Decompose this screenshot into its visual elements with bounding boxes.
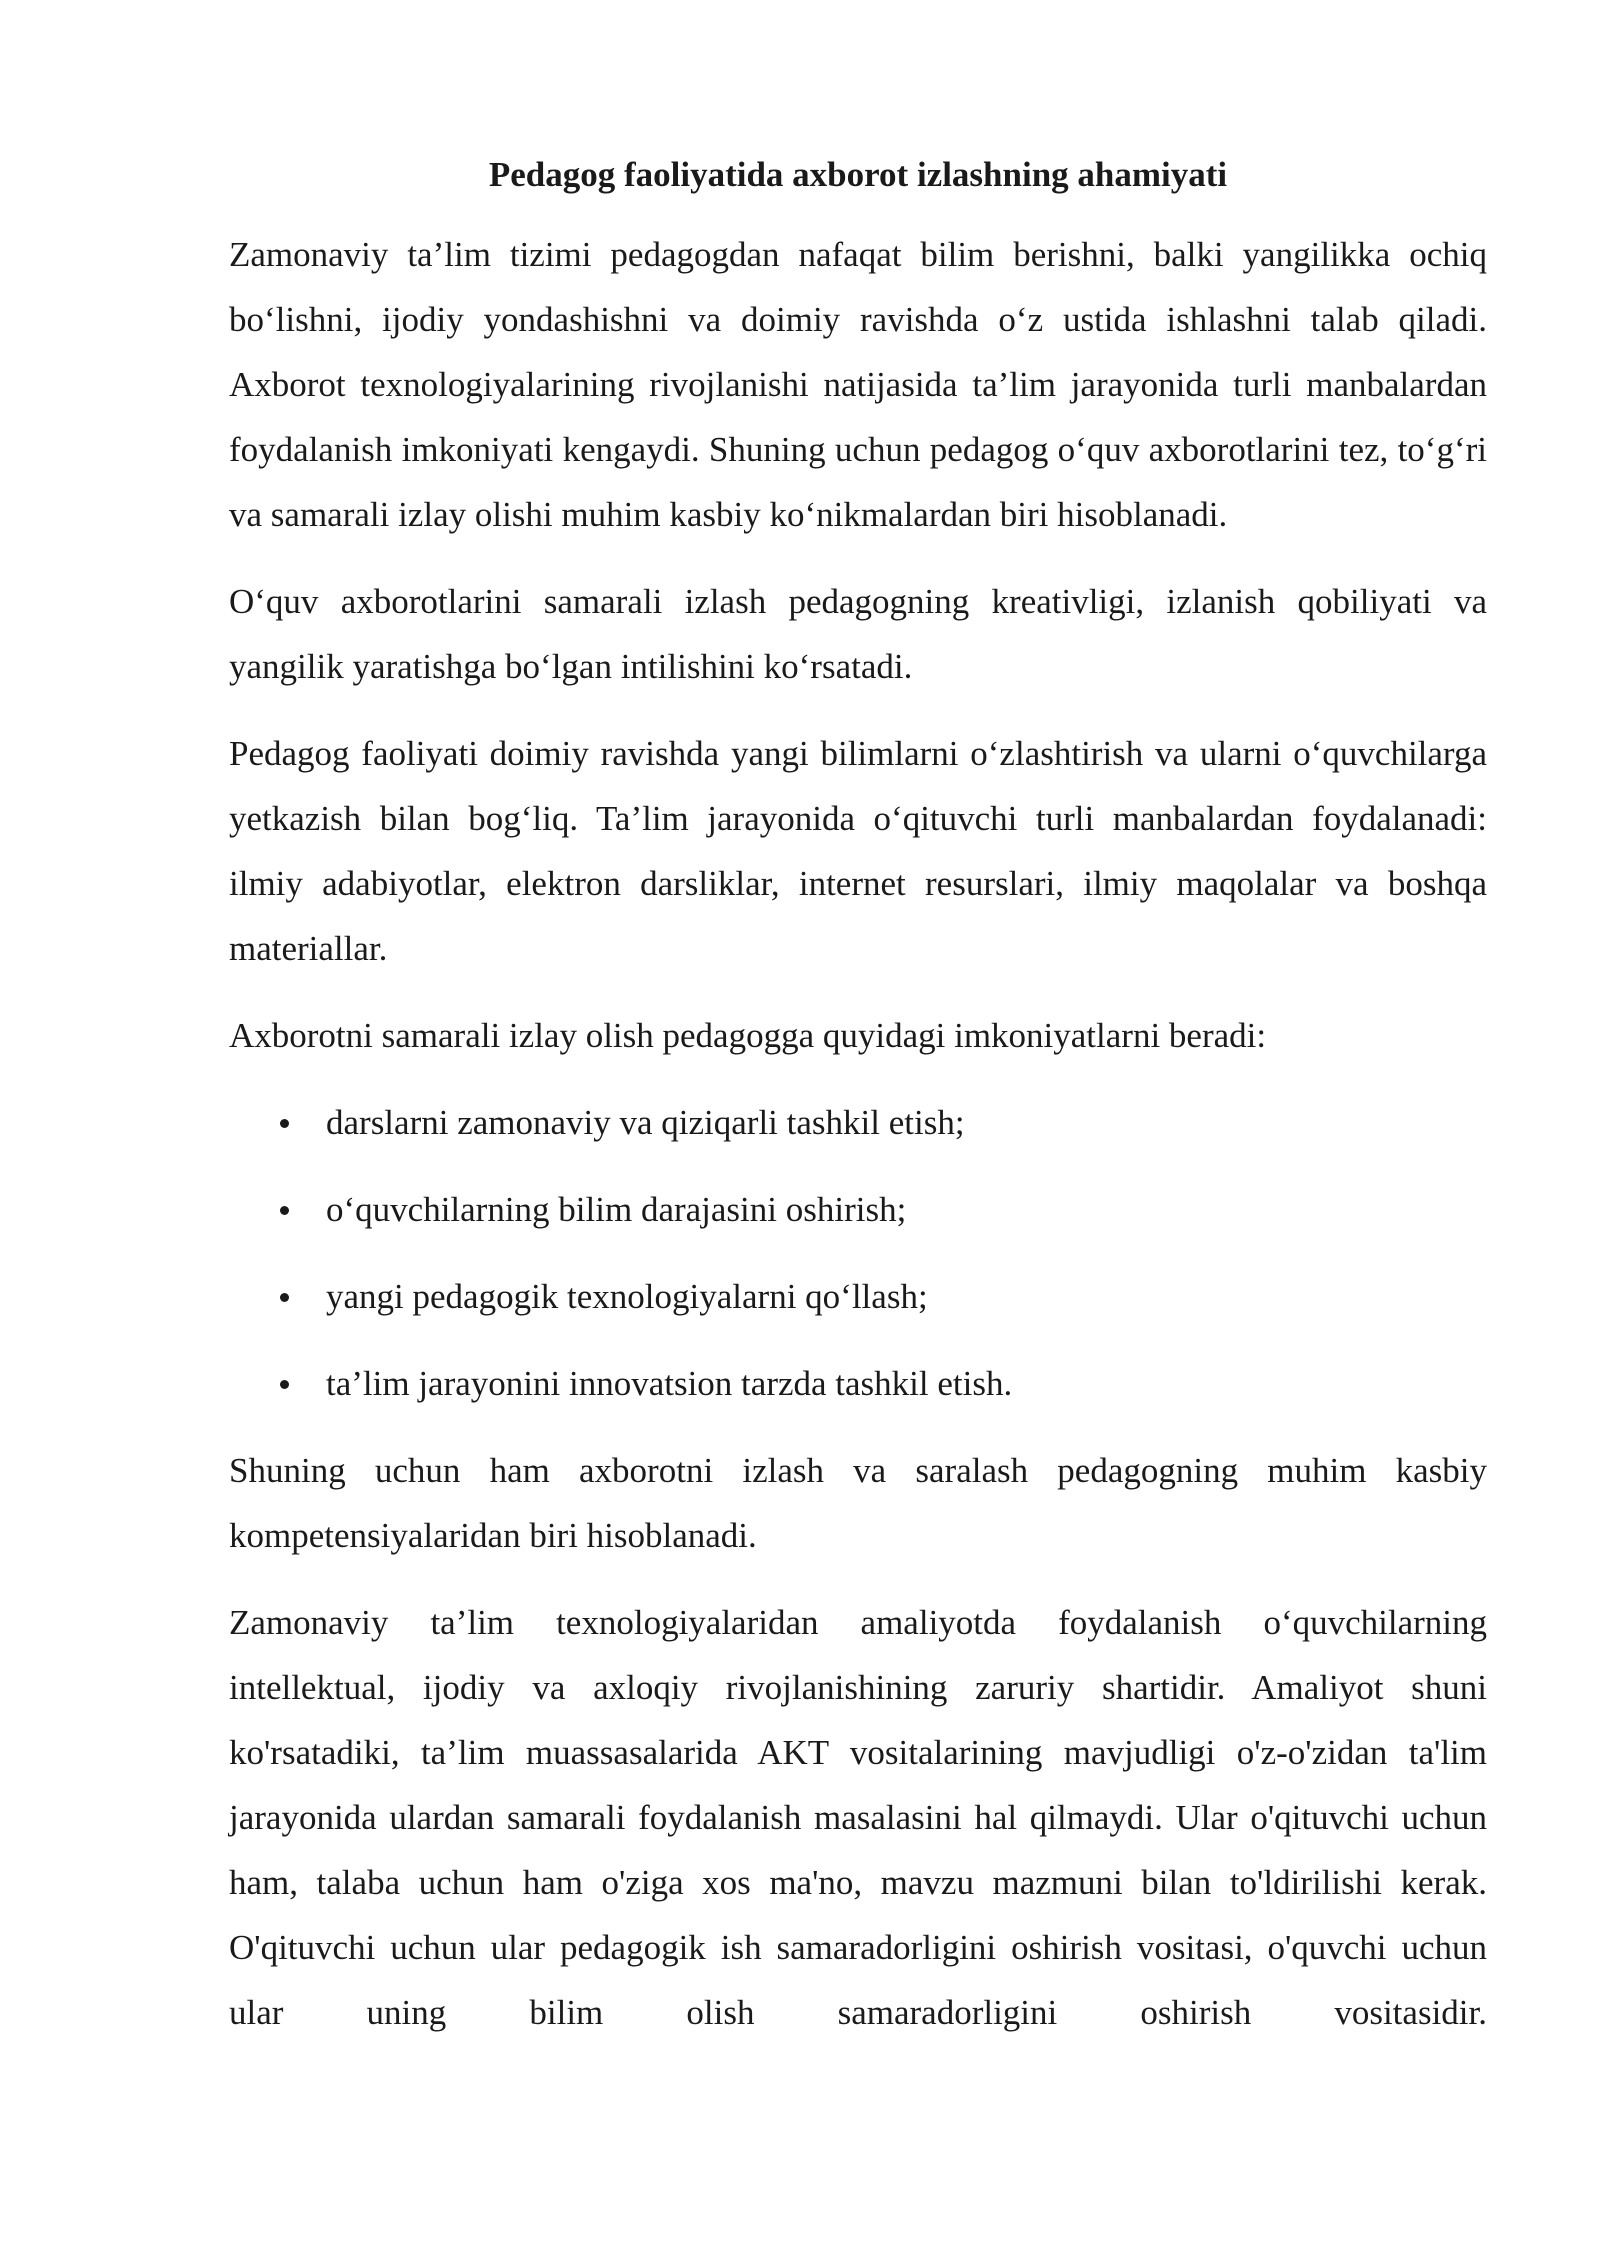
paragraph-technologies: Zamonaviy ta’lim texnologiyalaridan amaliyotda foydalanish o‘quvchilarning intellektual, ijodiy va axloqiy rivojlanishining zaruriy shartidir. Amaliyot shuni ko'rsatadiki, ta’lim muassasalarida AKT vositalarining mavjudligi o'z-o'zidan ta'lim jarayonida ulardan samarali foydalanish masalasini hal qilmaydi. Ular o'qituvchi uchun ham, talaba uchun ham o'ziga xos ma'no, mavzu mazmuni bilan to'ldirilishi kerak. O'qituvchi uchun ular pedagogik ish samaradorligini oshirish vositasi, o'quvchi uchun ular uning bilim olish samaradorligini oshirish vositasidir. — [229, 1603, 1487, 2032]
bullet-icon — [280, 1206, 289, 1215]
paragraph-intro: Zamonaviy ta’lim tizimi pedagogdan nafaqat bilim berishni, balki yangilikka ochiq bo‘lishni, ijodiy yondashishni va doimiy ravishda o‘z ustida ishlashni talab qiladi. Axborot texnologiyalarining rivojlanishi natijasida ta’lim jarayonida turli manbalardan foydalanish imkoniyati kengaydi. Shuning uchun pedagog o‘quv axborotlarini tez, to‘g‘ri va samarali izlay olishi muhim kasbiy ko‘nikmalardan biri hisoblanadi. — [229, 235, 1487, 534]
document-title: Pedagog faoliyatida axborot izlashning ahamiyati — [488, 155, 1228, 194]
list-item — [229, 1090, 1487, 1155]
bullet-icon — [280, 1119, 289, 1128]
list-item — [229, 1264, 1487, 1329]
list-item-text: o‘quvchilarning bilim darajasini oshirish; — [326, 1190, 907, 1229]
paragraph-list-intro: Axborotni samarali izlay olish pedagogga quyidagi imkoniyatlarni beradi: — [229, 1016, 1267, 1055]
list-item — [229, 1177, 1487, 1242]
list-item-text: yangi pedagogik texnologiyalarni qo‘llash; — [326, 1277, 928, 1316]
benefits-list — [229, 1090, 1487, 1416]
list-item-text: darslarni zamonaviy va qiziqarli tashkil etish; — [326, 1103, 965, 1142]
list-item-text: ta’lim jarayonini innovatsion tarzda tashkil etish. — [326, 1364, 1013, 1403]
bullet-icon — [280, 1293, 289, 1302]
bullet-icon — [280, 1380, 289, 1389]
document-page — [229, 150, 1487, 2067]
list-item — [229, 1351, 1487, 1416]
paragraph-creativity: O‘quv axborotlarini samarali izlash pedagogning kreativligi, izlanish qobiliyati va yangilik yaratishga bo‘lgan intilishini ko‘rsatadi. — [229, 582, 1487, 686]
paragraph-teacher-activity: Pedagog faoliyati doimiy ravishda yangi bilimlarni o‘zlashtirish va ularni o‘quvchilarga yetkazish bilan bog‘liq. Ta’lim jarayonida o‘qituvchi turli manbalardan foydalanadi: ilmiy adabiyotlar, elektron darsliklar, internet resurslari, ilmiy maqolalar va boshqa materiallar. — [229, 734, 1487, 968]
paragraph-conclusion: Shuning uchun ham axborotni izlash va saralash pedagogning muhim kasbiy kompetensiyalaridan biri hisoblanadi. — [229, 1451, 1487, 1555]
